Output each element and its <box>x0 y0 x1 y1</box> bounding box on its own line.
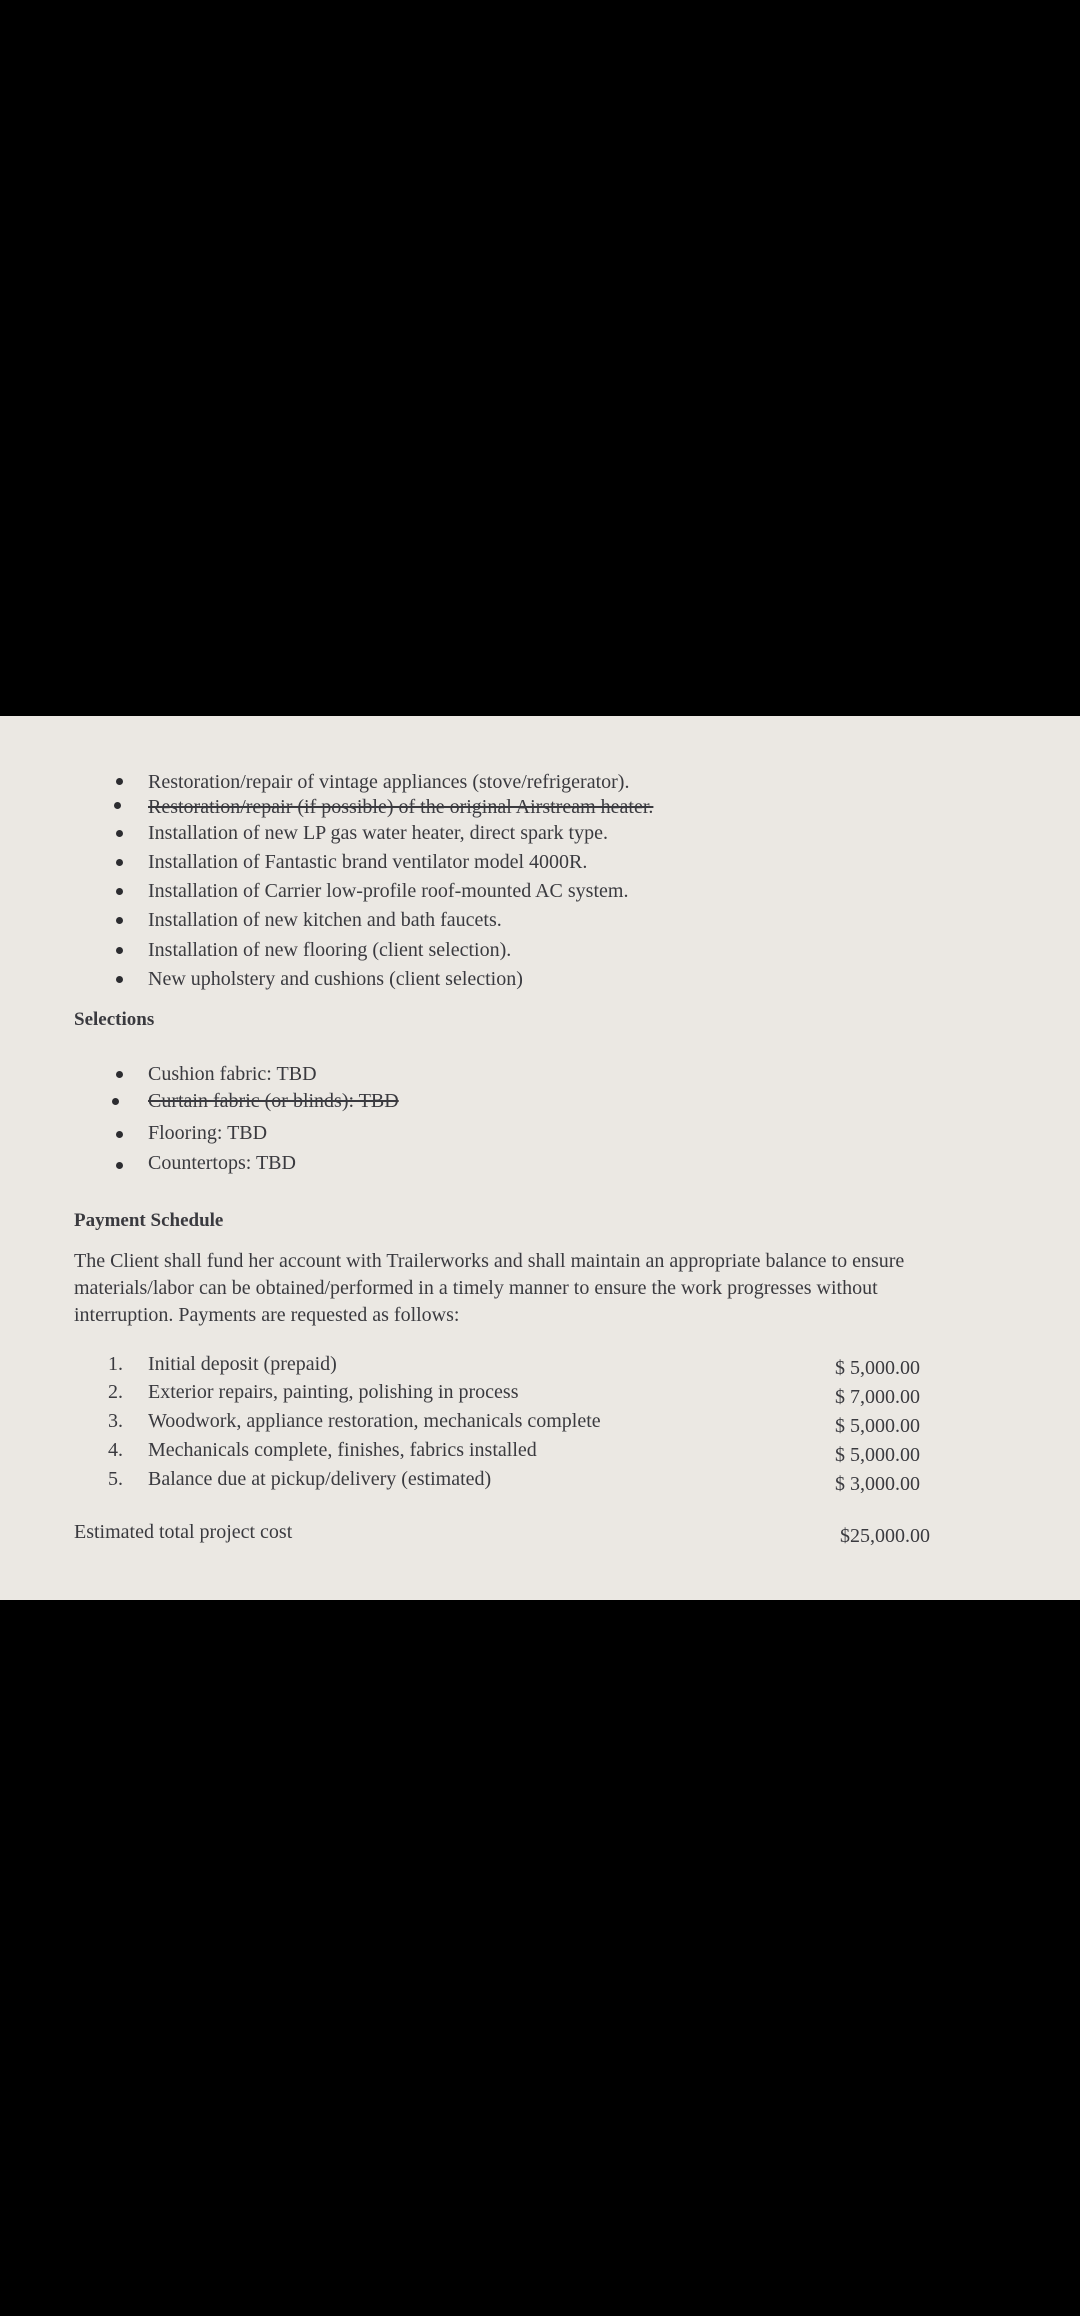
bullet-icon <box>116 1071 123 1078</box>
bullet-icon <box>116 888 123 895</box>
payment-description: Initial deposit (prepaid) <box>148 1353 337 1375</box>
bullet-icon <box>116 1162 123 1169</box>
payment-number: 2. <box>108 1381 123 1403</box>
selections-heading: Selections <box>74 1009 155 1030</box>
bullet-icon <box>116 1131 123 1138</box>
bullet-icon <box>116 947 123 954</box>
document-page <box>0 716 1080 1600</box>
selection-item: Countertops: TBD <box>148 1152 296 1174</box>
payment-number: 3. <box>108 1410 123 1432</box>
bullet-icon <box>114 802 121 809</box>
scope-item: Installation of new flooring (client selection). <box>148 939 512 961</box>
scope-item: Restoration/repair of vintage appliances (stove/refrigerator). <box>148 771 630 793</box>
scope-item-struck: Restoration/repair (if possible) of the original Airstream heater. <box>148 796 654 818</box>
scope-item: Installation of Fantastic brand ventilator model 4000R. <box>148 851 588 873</box>
payment-description: Exterior repairs, painting, polishing in process <box>148 1381 519 1403</box>
payment-description: Balance due at pickup/delivery (estimated) <box>148 1468 492 1490</box>
scope-item: Installation of new LP gas water heater, direct spark type. <box>148 822 608 844</box>
payment-amount: $ 3,000.00 <box>835 1473 920 1495</box>
payment-number: 4. <box>108 1439 123 1461</box>
bullet-icon <box>112 1098 119 1105</box>
bullet-icon <box>116 917 123 924</box>
payment-amount: $ 5,000.00 <box>835 1415 920 1437</box>
selection-item: Cushion fabric: TBD <box>148 1063 317 1085</box>
bullet-icon <box>116 830 123 837</box>
paragraph-line: The Client shall fund her account with Trailerworks and shall maintain an appropriate balance to ensure <box>74 1250 905 1272</box>
payment-amount: $ 5,000.00 <box>835 1357 920 1379</box>
scope-item: Installation of Carrier low-profile roof-mounted AC system. <box>148 880 629 902</box>
scope-item: New upholstery and cushions (client selection) <box>148 968 523 990</box>
selection-item: Flooring: TBD <box>148 1122 268 1144</box>
payment-number: 5. <box>108 1468 123 1490</box>
payment-amount: $ 7,000.00 <box>835 1386 920 1408</box>
scope-item: Installation of new kitchen and bath faucets. <box>148 909 502 931</box>
total-label: Estimated total project cost <box>74 1521 293 1543</box>
payment-paragraph <box>74 1248 1024 1329</box>
selection-item-struck: Curtain fabric (or blinds): TBD <box>148 1090 399 1112</box>
payment-description: Mechanicals complete, finishes, fabrics installed <box>148 1439 537 1461</box>
bullet-icon <box>116 976 123 983</box>
bullet-icon <box>116 859 123 866</box>
payment-description: Woodwork, appliance restoration, mechanicals complete <box>148 1410 601 1432</box>
payment-number: 1. <box>108 1353 123 1375</box>
bullet-icon <box>116 778 123 785</box>
total-amount: $25,000.00 <box>840 1525 930 1547</box>
paragraph-line: materials/labor can be obtained/performed in a timely manner to ensure the work progresses without <box>74 1277 878 1299</box>
payment-amount: $ 5,000.00 <box>835 1444 920 1466</box>
paragraph-line: interruption. Payments are requested as follows: <box>74 1304 460 1326</box>
payment-schedule-heading: Payment Schedule <box>74 1210 224 1231</box>
